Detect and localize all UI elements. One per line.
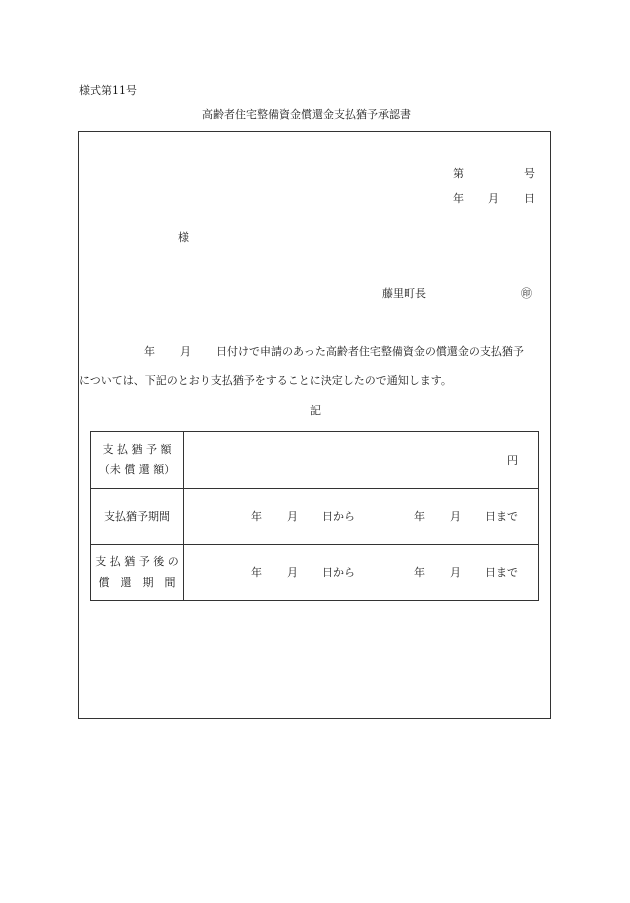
seal-mark: ㊞ (521, 287, 532, 300)
body-line2-text: については、下記のとおり支払猶予をすることに決定したので通知します。 (79, 374, 452, 387)
row2-to-suffix: 日まで (485, 510, 518, 523)
row3-from-month: 月 (287, 566, 298, 579)
row2-to-year: 年 (414, 510, 425, 523)
row3-to-month: 月 (450, 566, 461, 579)
table-column-divider (183, 432, 184, 600)
row3-to-year: 年 (414, 566, 425, 579)
form-number: 様式第11号 (79, 84, 137, 97)
body-month: 月 (180, 345, 191, 358)
body-line1-text: 日付けで申請のあった高齢者住宅整備資金の償還金の支払猶予 (216, 345, 524, 358)
table-row-divider (91, 488, 538, 489)
row3-to-suffix: 日まで (485, 566, 518, 579)
date-day: 日 (524, 192, 535, 205)
row2-to-month: 月 (450, 510, 461, 523)
doc-number-dai: 第 (453, 167, 464, 180)
row1-label-line2: （未 償 還 額） (98, 463, 176, 476)
date-year: 年 (453, 192, 464, 205)
row3-label-line1: 支 払 猶 予 後 の (95, 555, 179, 568)
row2-from-month: 月 (287, 510, 298, 523)
table-row-divider (91, 544, 538, 545)
row1-unit-yen: 円 (507, 454, 518, 467)
row3-from-suffix: 日から (322, 566, 355, 579)
details-table (90, 431, 539, 601)
addressee-sama: 様 (178, 231, 189, 244)
row2-from-year: 年 (251, 510, 262, 523)
row1-label-line1: 支 払 猶 予 額 (102, 443, 172, 456)
row2-from-suffix: 日から (322, 510, 355, 523)
body-year: 年 (144, 345, 155, 358)
form-frame (78, 131, 551, 719)
row3-from-year: 年 (251, 566, 262, 579)
row2-label: 支払猶予期間 (104, 510, 170, 523)
ki-heading: 記 (310, 404, 321, 417)
doc-number-go: 号 (524, 167, 535, 180)
issuer-name: 藤里町長 (382, 287, 426, 300)
date-month: 月 (488, 192, 499, 205)
row3-label-line2: 償 還 期 間 (98, 576, 176, 589)
document-title: 高齢者住宅整備資金償還金支払猶予承認書 (202, 108, 411, 121)
